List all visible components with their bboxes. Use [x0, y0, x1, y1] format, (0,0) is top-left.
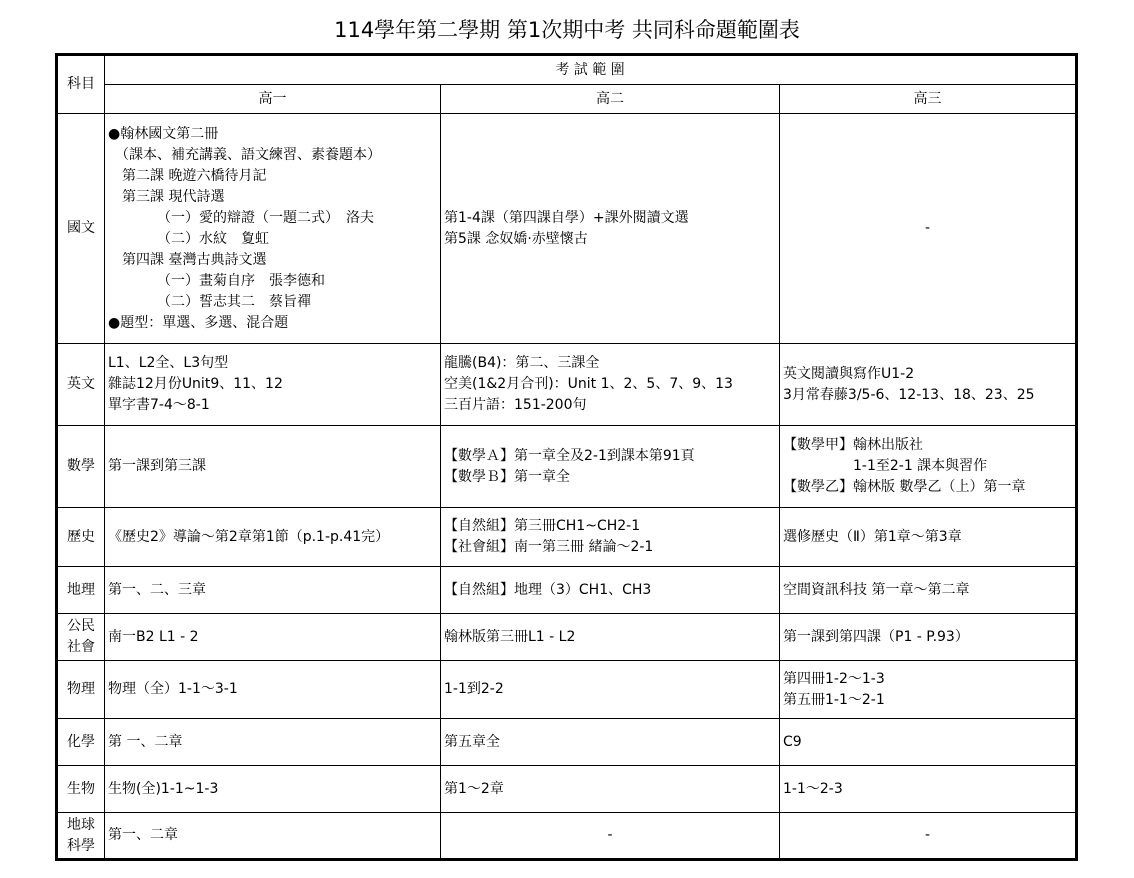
- grade1-scope-cell: L1、L2全、L3句型 雜誌12月份Unit9、11、12 單字書7-4～8-1: [105, 344, 441, 426]
- grade3-scope-cell: C9: [780, 719, 1077, 766]
- subject-cell: 地理: [57, 567, 105, 614]
- grade2-scope-cell: 龍騰(B4)：第二、三課全 空美(1&2月合刊)：Unit 1、2、5、7、9、13 三百片語：151-200句: [441, 344, 780, 426]
- exam-scope-table: [55, 53, 1078, 861]
- grade3-scope-cell: 1-1～2-3: [780, 766, 1077, 813]
- grade1-scope-cell: 《歷史2》導論～第2章第1節（p.1-p.41完）: [105, 508, 441, 567]
- grade2-scope-cell: 第1～2章: [441, 766, 780, 813]
- table-row: [57, 114, 1077, 344]
- grade2-scope-cell: 第1-4課（第四課自學）+課外閱讀文選 第5課 念奴嬌·赤壁懷古: [441, 114, 780, 344]
- grade2-scope-cell: 第五章全: [441, 719, 780, 766]
- grade1-scope-cell: ●翰林國文第二冊 （課本、補充講義、語文練習、素養題本） 第二課 晚遊六橋待月記 第三課 現代詩選 （一）愛的辯證（一題二式） 洛夫 （二）水紋 夐虹 第四課 臺灣古典詩文選 （一）畫菊自序 張李德和 （二）誓志其二 蔡旨禪 ●題型：單選、多選、混合題: [105, 114, 441, 344]
- grade2-scope-cell: 【自然組】地理（3）CH1、CH3: [441, 567, 780, 614]
- grade1-scope-cell: 生物(全)1-1~1-3: [105, 766, 441, 813]
- subject-cell: 數學: [57, 426, 105, 508]
- subject-cell: 英文: [57, 344, 105, 426]
- grade2-scope-cell: 【數學Ａ】第一章全及2-1到課本第91頁 【數學Ｂ】第一章全: [441, 426, 780, 508]
- subject-cell: 公民 社會: [57, 614, 105, 661]
- grade3-scope-cell: -: [780, 813, 1077, 860]
- subject-cell: 歷史: [57, 508, 105, 567]
- grade2-scope-cell: 【自然組】第三冊CH1~CH2-1 【社會組】南一第三冊 緒論～2-1: [441, 508, 780, 567]
- grade2-scope-cell: 翰林版第三冊L1 - L2: [441, 614, 780, 661]
- table-row: [57, 719, 1077, 766]
- grade3-scope-cell: 空間資訊科技 第一章～第二章: [780, 567, 1077, 614]
- grade2-scope-cell: -: [441, 813, 780, 860]
- subject-header: 科目: [57, 55, 105, 114]
- grade1-scope-cell: 第一、二章: [105, 813, 441, 860]
- subject-cell: 化學: [57, 719, 105, 766]
- table-row: [57, 508, 1077, 567]
- grade-header-1: 高一: [105, 85, 441, 114]
- grade3-scope-cell: 【數學甲】翰林出版社 1-1至2-1 課本與習作 【數學乙】翰林版 數學乙（上）第一章: [780, 426, 1077, 508]
- table-row: [57, 813, 1077, 860]
- grade2-scope-cell: 1-1到2-2: [441, 661, 780, 719]
- grade3-scope-cell: 英文閱讀與寫作U1-2 3月常春藤3/5-6、12-13、18、23、25: [780, 344, 1077, 426]
- grade1-scope-cell: 南一B2 L1 - 2: [105, 614, 441, 661]
- grade3-scope-cell: 選修歷史（Ⅱ）第1章～第3章: [780, 508, 1077, 567]
- table-row: [57, 426, 1077, 508]
- page-title: 114學年第二學期 第1次期中考 共同科命題範圍表: [334, 18, 800, 42]
- table-row: [57, 661, 1077, 719]
- subject-cell: 國文: [57, 114, 105, 344]
- grade3-scope-cell: 第一課到第四課（P1 - P.93）: [780, 614, 1077, 661]
- grade-header-3: 高三: [780, 85, 1077, 114]
- subject-cell: 地球 科學: [57, 813, 105, 860]
- scope-header: 考 試 範 圍: [105, 55, 1077, 85]
- grade1-scope-cell: 第一課到第三課: [105, 426, 441, 508]
- grade3-scope-cell: -: [780, 114, 1077, 344]
- grade3-scope-cell: 第四冊1-2～1-3 第五冊1-1～2-1: [780, 661, 1077, 719]
- subject-cell: 物理: [57, 661, 105, 719]
- grade1-scope-cell: 物理（全）1-1～3-1: [105, 661, 441, 719]
- subject-cell: 生物: [57, 766, 105, 813]
- grade1-scope-cell: 第 一、二章: [105, 719, 441, 766]
- table-row: [57, 766, 1077, 813]
- grade-header-2: 高二: [441, 85, 780, 114]
- table-row: [57, 614, 1077, 661]
- table-row: [57, 344, 1077, 426]
- grade1-scope-cell: 第一、二、三章: [105, 567, 441, 614]
- table-row: [57, 567, 1077, 614]
